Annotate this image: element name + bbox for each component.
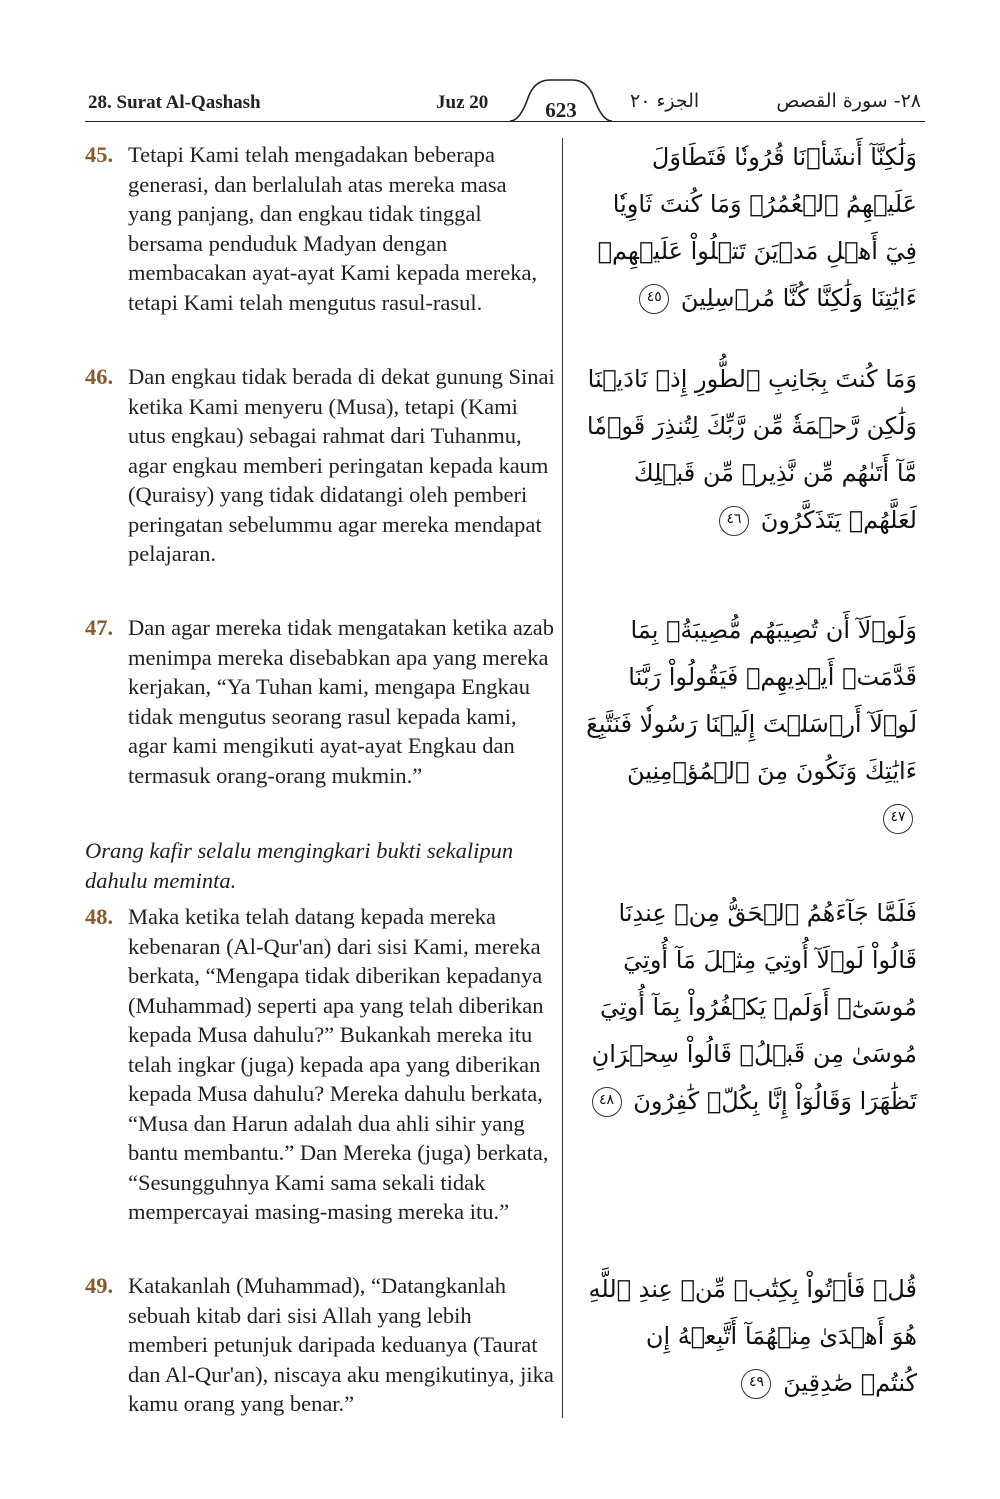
ayah-end-marker: ٤٩: [741, 1369, 771, 1399]
header-rule: [85, 121, 925, 122]
ayah-end-marker: ٤٦: [719, 506, 749, 536]
verse-number: 49.: [85, 1273, 114, 1298]
verse-translation: Dan agar mereka tidak mengatakan ketika azab menimpa mereka disebabkan apa yang mereka kerjakan, “Ya Tuhan kami, mengapa Engkau tidak mengutus seorang rasul kepada kami, agar kami mengikuti ayat-ayat Engkau dan termasuk orang-orang mukmin.”: [128, 615, 555, 788]
verse-translation: Katakanlah (Muhammad), “Datangkanlah sebuah kitab dari sisi Allah yang lebih memberi petunjuk daripada keduanya (Taurat dan Al-Qur'an), niscaya aku mengikutinya, jika kamu orang yang benar.”: [128, 1273, 554, 1416]
verse-number: 46.: [85, 364, 114, 389]
arabic-text: وَلَوۡلَآ أَن تُصِيبَهُم مُّصِيبَةُۢ بِمَا قَدَّمَتۡ أَيۡدِيهِمۡ فَيَقُولُواْ رَبَّنَا لَوۡلَآ أَرۡسَلۡتَ إِلَيۡنَا رَسُولٗا فَنَتَّبِعَ ءَايَٰتِكَ وَنَكُونَ مِنَ ٱلۡمُؤۡمِنِينَ: [586, 616, 917, 785]
arabic-text: وَلَٰكِنَّآ أَنشَأۡنَا قُرُونٗا فَتَطَاوَلَ عَلَيۡهِمُ ٱلۡعُمُرُۚ وَمَا كُنتَ ثَاوِيٗا فِيٓ أَهۡلِ مَدۡيَنَ تَتۡلُواْ عَلَيۡهِمۡ ءَايَٰتِنَا وَلَٰكِنَّا كُنَّا مُرۡسِلِينَ: [597, 143, 917, 312]
column-divider: [562, 138, 563, 1418]
page-header: [85, 88, 925, 128]
verse-translation: Tetapi Kami telah mengadakan beberapa generasi, dan berlalulah atas mereka masa yang panjang, dan engkau tidak tinggal bersama penduduk Madyan dengan membacakan ayat-ayat Kami kepada mereka, tetapi Kami telah mengutus rasul-rasul.: [128, 142, 538, 315]
arabic-text: وَمَا كُنتَ بِجَانِبِ ٱلطُّورِ إِذۡ نَادَيۡنَا وَلَٰكِن رَّحۡمَةٗ مِّن رَّبِّكَ لِتُنذِرَ قَوۡمٗا مَّآ أَتَىٰهُم مِّن نَّذِيرٖ مِّن قَبۡلِكَ لَعَلَّهُمۡ يَتَذَكَّرُونَ: [586, 365, 917, 534]
ayah-end-marker: ٤٨: [592, 1087, 622, 1117]
translation-verse-49: [85, 1271, 555, 1419]
arabic-verse-48: [585, 890, 917, 1125]
arabic-text: قُلۡ فَأۡتُواْ بِكِتَٰبٖ مِّنۡ عِندِ ٱللَّهِ هُوَ أَهۡدَىٰ مِنۡهُمَآ أَتَّبِعۡهُ إِن كُنتُمۡ صَٰدِقِينَ: [588, 1275, 917, 1397]
arabic-text: فَلَمَّا جَآءَهُمُ ٱلۡحَقُّ مِنۡ عِندِنَا قَالُواْ لَوۡلَآ أُوتِيَ مِثۡلَ مَآ أُوتِيَ مُوسَىٰٓۚ أَوَلَمۡ يَكۡفُرُواْ بِمَآ أُوتِيَ مُوسَىٰ مِن قَبۡلُۖ قَالُواْ سِحۡرَانِ تَظَٰهَرَا وَقَالُوٓاْ إِنَّا بِكُلّٖ كَٰفِرُونَ: [591, 899, 917, 1115]
verse-translation: Maka ketika telah datang kepada mereka kebenaran (Al-Qur'an) dari sisi Kami, mereka berkata, “Mengapa tidak diberikan kepadanya (Muhammad) seperti apa yang telah diberikan kepada Musa dahulu?” Bukankah mereka itu telah ingkar (juga) kepada apa yang diberikan kepada Musa dahulu? Mereka dahulu berkata, “Musa dan Harun adalah dua ahli sihir yang bantu membantu.” Dan Mereka (juga) berkata, “Sesungguhnya Kami sama sekali tidak mempercayai masing-masing mereka itu.”: [128, 904, 549, 1224]
arabic-verse-45: [585, 134, 917, 322]
translation-verse-48: [85, 902, 555, 1227]
surah-title-arabic: ٢٨- سورة القصص: [776, 90, 921, 112]
arabic-verse-46: [585, 356, 917, 544]
ayah-end-marker: ٤٥: [639, 284, 669, 314]
page-number: 623: [545, 98, 577, 122]
section-subheading: Orang kafir selalu mengingkari bukti sekalipun dahulu meminta.: [85, 838, 514, 893]
surah-title: 28. Surat Al-Qashash: [88, 92, 261, 113]
translation-verse-46: [85, 362, 555, 569]
verse-number: 48.: [85, 904, 114, 929]
arabic-verse-49: [585, 1266, 917, 1407]
juz-label: Juz 20: [436, 92, 489, 113]
translation-verse-45: [85, 140, 555, 317]
arabic-verse-47: [585, 607, 917, 842]
ayah-end-marker: ٤٧: [883, 804, 913, 834]
juz-label-arabic: الجزء ٢٠: [630, 90, 700, 112]
verse-number: 45.: [85, 142, 114, 167]
translation-verse-47: [85, 613, 555, 790]
verse-translation: Dan engkau tidak berada di dekat gunung Sinai ketika Kami menyeru (Musa), tetapi (Kami utus engkau) sebagai rahmat dari Tuhanmu, agar engkau memberi peringatan kepada kaum (Quraisy) yang tidak didatangi oleh pemberi peringatan sebelummu agar mereka mendapat pelajaran.: [128, 364, 555, 566]
verse-number: 47.: [85, 615, 114, 640]
